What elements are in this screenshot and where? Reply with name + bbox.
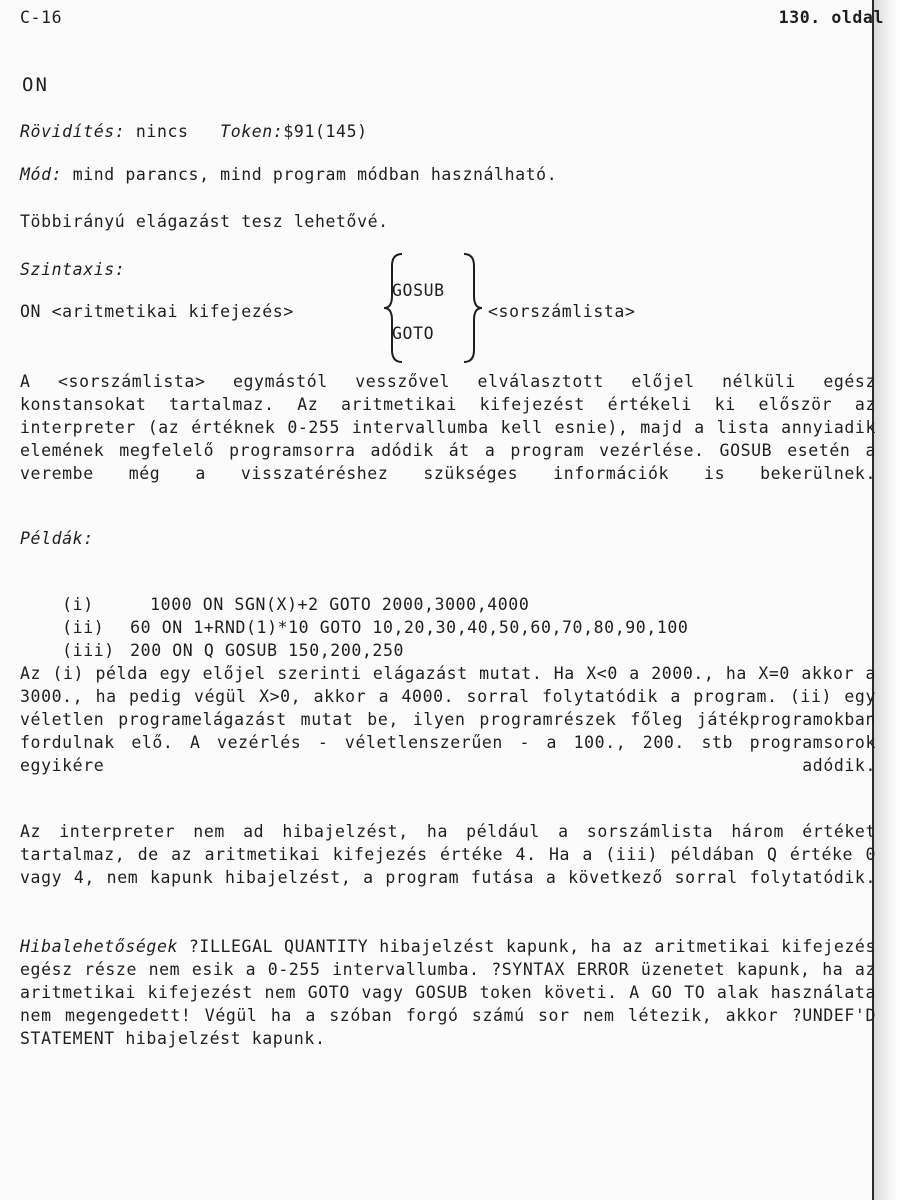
examples-label: Példák: bbox=[20, 529, 94, 548]
left-brace bbox=[382, 252, 406, 364]
mode-line bbox=[20, 163, 557, 186]
syntax-option-gosub: GOSUB bbox=[392, 281, 445, 300]
intro-line: Többirányú elágazást tesz lehetővé. bbox=[20, 212, 389, 231]
token-label: Token: bbox=[220, 122, 284, 141]
page-title: ON bbox=[22, 74, 49, 96]
syntax-suffix: <sorszámlista> bbox=[488, 302, 636, 321]
syntax-prefix: ON <aritmetikai kifejezés> bbox=[20, 302, 294, 321]
description-paragraph: A <sorszámlista> egymástól vesszővel elválasztott előjel nélküli egész konstansokat tartalmaz. Az aritmetikai kifejezést értékeli ki először az interpreter (az értéknek 0-255 intervallumba kell esnie), majd a lista annyiadik elemének megfelelő programsorra adódik át a program vezérlése. GOSUB esetén a verembe még a visszatéréshez szükséges információk is bekerülnek. bbox=[20, 372, 876, 483]
example-tag: (ii) bbox=[62, 618, 105, 637]
abbrev-value: nincs bbox=[135, 122, 189, 141]
syntax-label: Szintaxis: bbox=[20, 260, 126, 279]
interpreter-paragraph: Az interpreter nem ad hibajelzést, ha például a sorszámlista három értéket tartalmaz, de az aritmetikai kifejezés értéke 4. Ha a (iii) példában Q értéke 0 vagy 4, nem kapunk hibajelzést, a program futása a következő sorral folytatódik. bbox=[20, 822, 876, 887]
token-value: $91(145) bbox=[283, 122, 368, 141]
errors-text: ?ILLEGAL QUANTITY hibajelzést kapunk, ha az aritmetikai kifejezés egész része nem esik a 0-255 intervallumba. ?SYNTAX ERROR üzenetet kapunk, ha az aritmetikai kifejezést nem GOTO vagy GOSUB token követi. A GO TO alak használata nem megengedett! Végül ha a szóban forgó számú sor nem létezik, akkor ?UNDEF'D STATEMENT hibajelzést kapunk. bbox=[20, 937, 876, 1048]
page-number: 130. oldal bbox=[778, 8, 884, 27]
document-page bbox=[20, 0, 884, 1200]
example-tag: (i) bbox=[62, 595, 94, 614]
example-code: 1000 ON SGN(X)+2 GOTO 2000,3000,4000 bbox=[150, 595, 530, 614]
abbrev-line bbox=[20, 120, 368, 143]
mode-value: mind parancs, mind program módban használható. bbox=[72, 165, 558, 184]
errors-label: Hibalehetőségek bbox=[20, 937, 179, 956]
errors-paragraph bbox=[20, 935, 876, 1050]
examples-explanation-paragraph: Az (i) példa egy előjel szerinti elágazást mutat. Ha X<0 a 2000., ha X=0 akkor a 3000., ha pedig végül X>0, akkor a 4000. sorral folytatódik a program. (ii) egy véletlen programelágazást mutat be, ilyen programrészek főleg játékprogramokban fordulnak elő. A vezérlés - véletlenszerűen - a 100., 200. stb programsorok egyikére adódik. bbox=[20, 664, 876, 775]
right-brace bbox=[460, 252, 484, 364]
example-code: 60 ON 1+RND(1)*10 GOTO 10,20,30,40,50,60,70,80,90,100 bbox=[130, 618, 689, 637]
mode-label: Mód: bbox=[20, 165, 63, 184]
section-code: C-16 bbox=[20, 8, 63, 27]
example-code: 200 ON Q GOSUB 150,200,250 bbox=[130, 641, 405, 660]
abbrev-label: Rövidítés: bbox=[20, 122, 126, 141]
example-tag: (iii) bbox=[62, 641, 115, 660]
syntax-option-goto: GOTO bbox=[392, 324, 435, 343]
